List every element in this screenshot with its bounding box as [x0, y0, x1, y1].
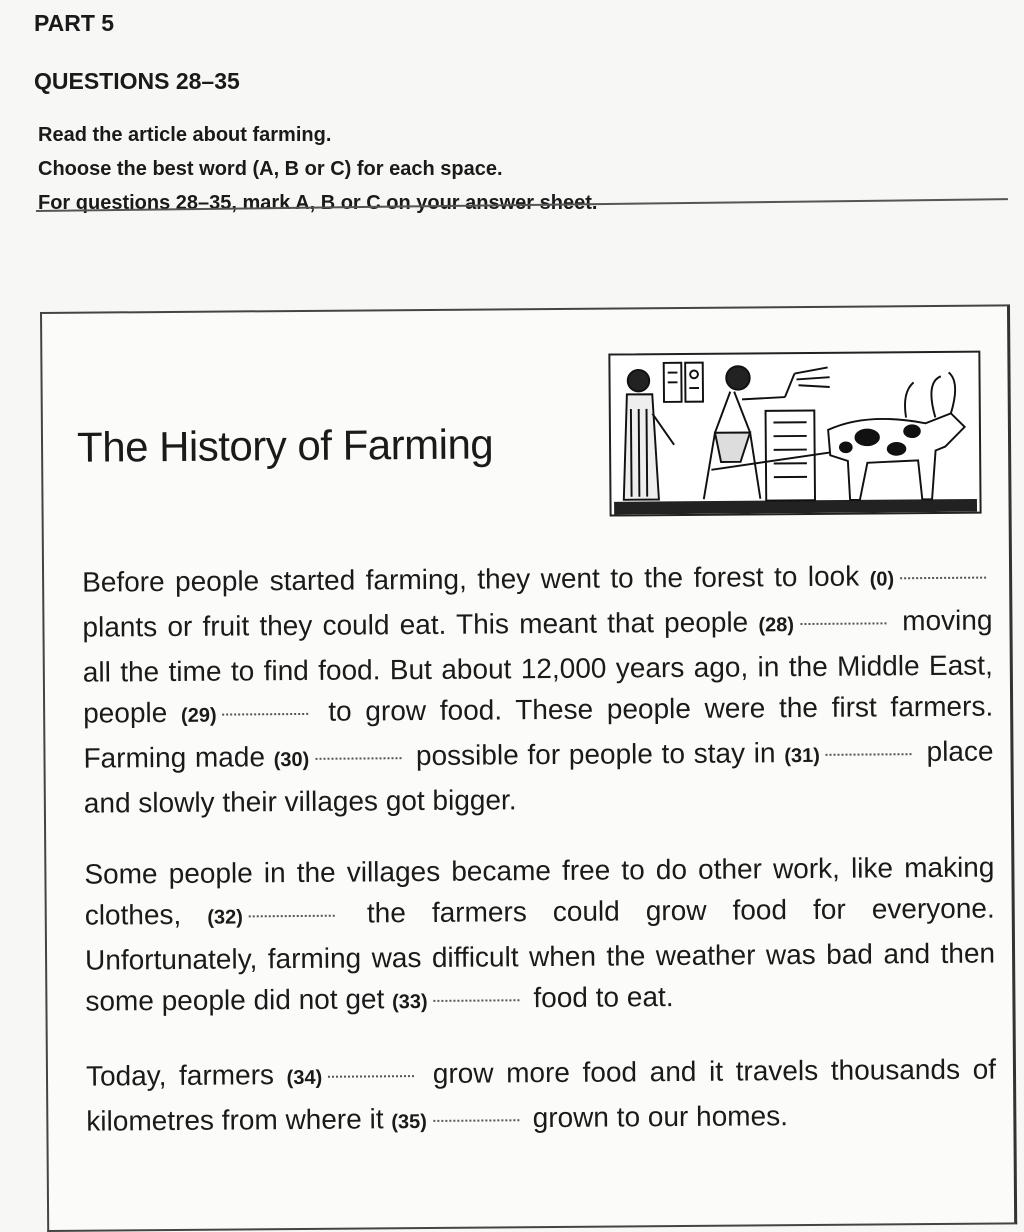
text-run: food to eat. [533, 981, 673, 1013]
article-box [40, 304, 1017, 1232]
paragraph-1 [82, 555, 994, 824]
text-run: possible for people to stay in [416, 737, 776, 771]
answer-gap-32[interactable] [249, 915, 335, 918]
text-run: Today, farmers [86, 1059, 274, 1091]
question-number-29: (29) [181, 705, 217, 727]
question-number-28: (28) [758, 614, 794, 636]
paragraph-2 [84, 847, 995, 1026]
instruction-line: Read the article about farming. [38, 122, 1009, 148]
egyptian-farming-icon [608, 351, 981, 517]
question-number-35: (35) [391, 1111, 427, 1133]
answer-gap-34[interactable] [328, 1075, 414, 1078]
text-run: Before people started farming, they went to the forest to look [82, 561, 859, 598]
instruction-line: Choose the best word (A, B or C) for each space. [38, 156, 1009, 182]
question-number-34: (34) [287, 1067, 323, 1089]
instruction-line: For questions 28–35, mark A, B or C on your answer sheet. [38, 190, 1009, 216]
text-run: Some people in the villages became free to do other work, like making clothes, [84, 852, 994, 931]
text-run: to grow food. These people were the first farmers. Farming made [83, 691, 993, 774]
question-number-33: (33) [392, 991, 428, 1013]
text-run: place and slowly their villages got bigger. [84, 736, 994, 819]
paragraph-3 [86, 1049, 997, 1146]
answer-gap-33[interactable] [434, 999, 520, 1002]
article-body [82, 555, 997, 1176]
question-number-31: (31) [784, 745, 820, 767]
text-run: grow more food and it travels thousands of kilometres from where it [86, 1054, 996, 1137]
answer-gap-30[interactable] [315, 757, 401, 760]
answer-gap-28[interactable] [800, 622, 886, 625]
question-number-32: (32) [207, 906, 243, 928]
article-title: The History of Farming [77, 420, 493, 471]
exam-header [34, 8, 1009, 224]
answer-gap-0[interactable] [900, 577, 986, 580]
answer-gap-29[interactable] [223, 713, 309, 716]
question-number-0: (0) [870, 568, 895, 590]
text-run: plants or fruit they could eat. This meant that people [82, 606, 748, 642]
text-run: moving all the time to find food. But about 12,000 years ago, in the Middle East, people [83, 605, 993, 729]
questions-label: QUESTIONS 28–35 [34, 66, 1009, 96]
answer-gap-31[interactable] [826, 753, 912, 756]
text-run: grown to our homes. [533, 1100, 788, 1133]
answer-gap-35[interactable] [433, 1119, 519, 1122]
part-label: PART 5 [34, 8, 1009, 38]
text-run: the farmers could grow food for everyone. Unfortunately, farming was difficult when the weather was bad and then some people did not get [85, 893, 995, 1017]
question-number-30: (30) [274, 749, 310, 771]
